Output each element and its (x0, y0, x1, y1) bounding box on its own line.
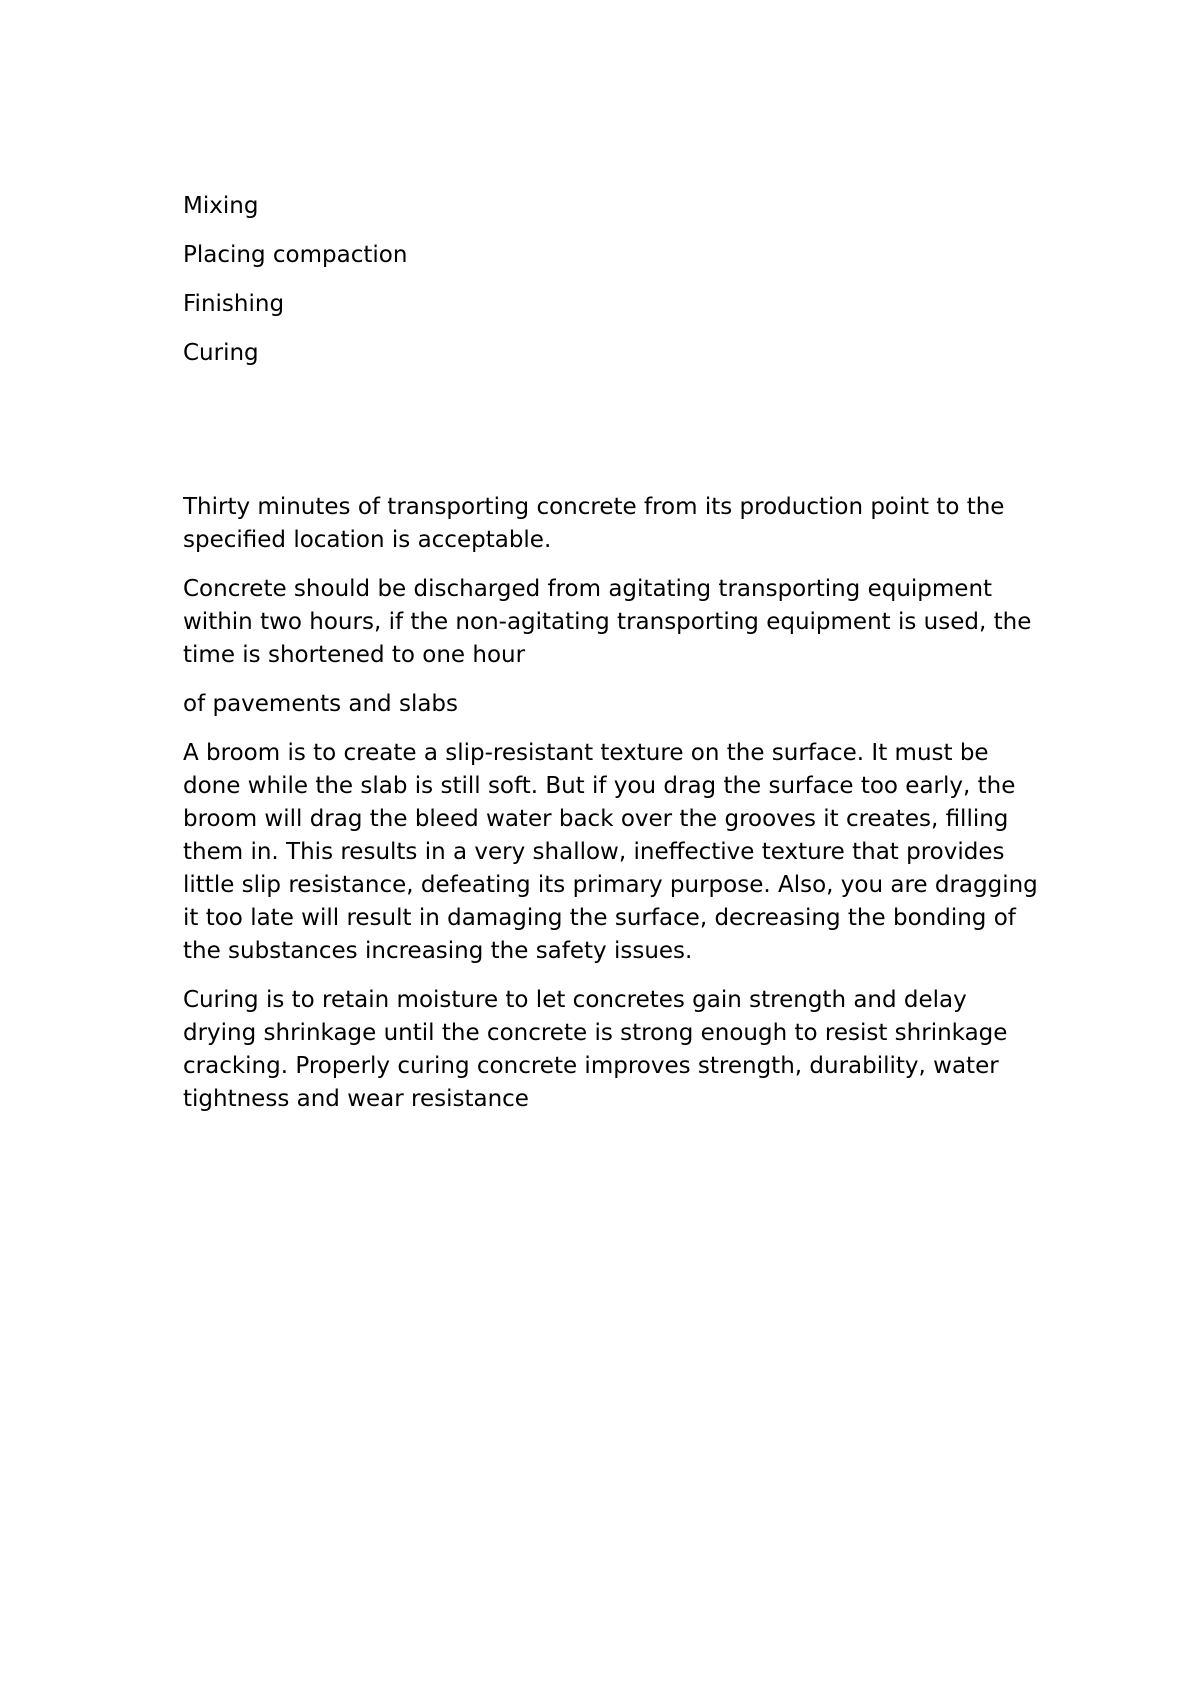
paragraph-transport-time: Thirty minutes of transporting concrete from its production point to the specified location is acceptable. (183, 494, 1005, 553)
step-finishing: Finishing (183, 291, 285, 317)
step-mixing: Mixing (183, 193, 259, 219)
document-body (183, 190, 1043, 1132)
paragraph-discharge: Concrete should be discharged from agitating transporting equipment within two hours, if the non-agitating transporting equipment is used, the time is shortened to one hour (183, 576, 1032, 668)
paragraph-pavements: of pavements and slabs (183, 691, 459, 717)
blank-space (183, 386, 1043, 491)
paragraph-curing: Curing is to retain moisture to let concretes gain strength and delay drying shrinkage until the concrete is strong enough to resist shrinkage cracking. Properly curing concrete improves strength, durability, water tightness and wear resistance (183, 987, 1008, 1112)
step-placing-compaction: Placing compaction (183, 242, 408, 268)
step-curing: Curing (183, 340, 259, 366)
paragraph-broom-finish: A broom is to create a slip-resistant texture on the surface. It must be done while the slab is still soft. But if you drag the surface too early, the broom will drag the bleed water back over the grooves it creates, filling them in. This results in a very shallow, ineffective texture that provides little slip resistance, defeating its primary purpose. Also, you are dragging it too late will result in damaging the surface, decreasing the bonding of the substances increasing the safety issues. (183, 740, 1038, 964)
